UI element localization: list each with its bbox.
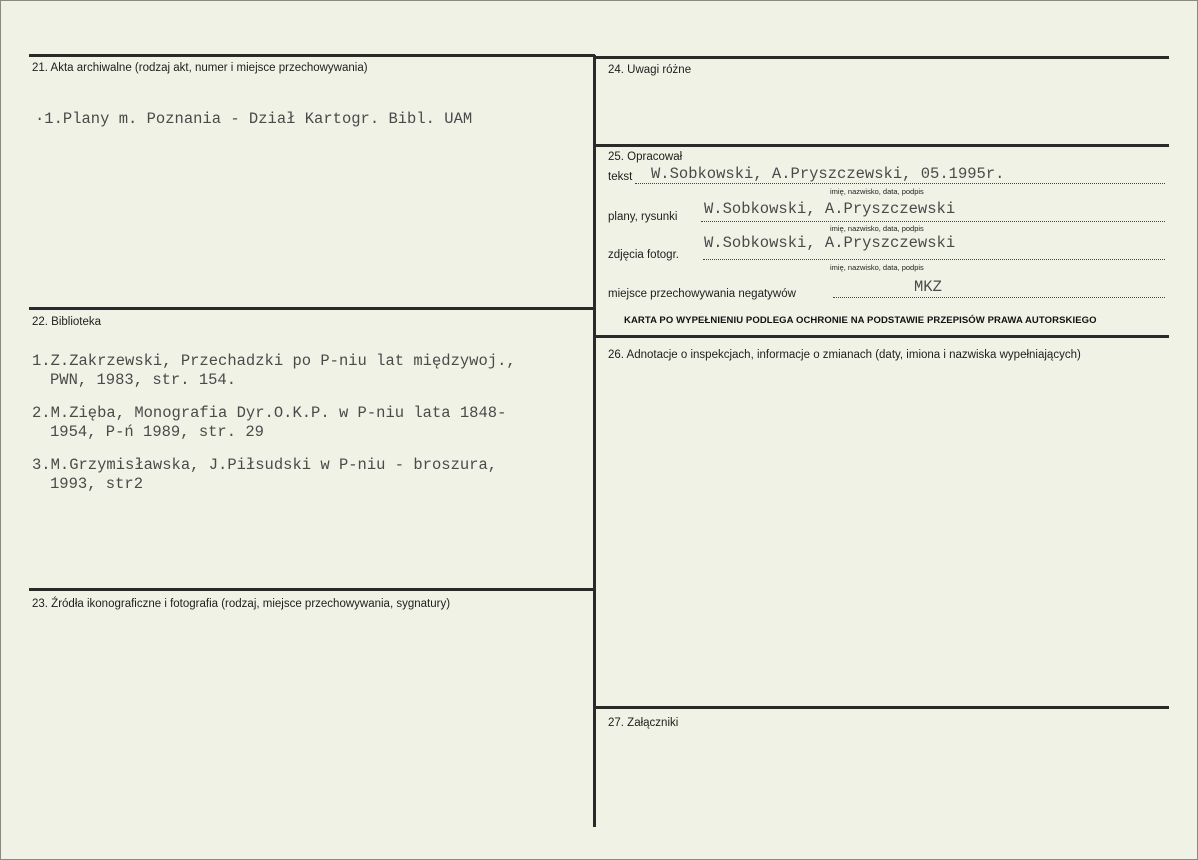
tekst-value: W.Sobkowski, A.Pryszczewski, 05.1995r. <box>651 165 1005 183</box>
section-26-title: 26. Adnotacje o inspekcjach, informacje o zmianach (daty, imiona i nazwiska wypełniających) <box>608 349 1081 361</box>
plany-line <box>701 221 1165 222</box>
section-25-title: 25. Opracował <box>608 151 683 163</box>
bibliography-entry-3-line1: 3.M.Grzymisławska, J.Piłsudski w P-niu - broszura, <box>32 456 498 474</box>
bibliography-entry-1-line2: PWN, 1983, str. 154. <box>50 371 237 389</box>
section-21-title: 21. Akta archiwalne (rodzaj akt, numer i miejsce przechowywania) <box>32 62 368 74</box>
negatywy-line <box>833 297 1165 298</box>
center-divider <box>593 55 596 827</box>
negatywy-label: miejsce przechowywania negatywów <box>608 288 796 300</box>
section-21-entry: ·1.Plany m. Poznania - Dział Kartogr. Bibl. UAM <box>35 110 473 128</box>
section-23-title: 23. Źródła ikonograficzne i fotografia (rodzaj, miejsce przechowywania, sygnatury) <box>32 598 451 610</box>
plany-caption: imię, nazwisko, data, podpis <box>830 224 924 233</box>
zdjecia-value: W.Sobkowski, A.Pryszczewski <box>704 234 956 252</box>
bibliography-entry-2-line1: 2.M.Zięba, Monografia Dyr.O.K.P. w P-niu lata 1848- <box>32 404 507 422</box>
plany-value: W.Sobkowski, A.Pryszczewski <box>704 200 956 218</box>
rule-22 <box>29 307 595 310</box>
tekst-caption: imię, nazwisko, data, podpis <box>830 187 924 196</box>
top-rule-right <box>595 56 1169 59</box>
plany-label: plany, rysunki <box>608 211 678 223</box>
zdjecia-label: zdjęcia fotogr. <box>608 249 679 261</box>
section-24-title: 24. Uwagi różne <box>608 64 692 76</box>
copyright-notice: KARTA PO WYPEŁNIENIU PODLEGA OCHRONIE NA PODSTAWIE PRZEPISÓW PRAWA AUTORSKIEGO <box>624 315 1097 326</box>
rule-26 <box>595 335 1169 338</box>
negatywy-value: MKZ <box>914 278 942 296</box>
zdjecia-line <box>703 259 1165 260</box>
bibliography-entry-2-line2: 1954, P-ń 1989, str. 29 <box>50 423 264 441</box>
rule-25 <box>595 144 1169 147</box>
section-27-title: 27. Załączniki <box>608 717 679 729</box>
tekst-label: tekst <box>608 171 633 183</box>
rule-27 <box>595 706 1169 709</box>
section-22-title: 22. Biblioteka <box>32 316 102 328</box>
bibliography-entry-1-line1: 1.Z.Zakrzewski, Przechadzki po P-niu lat międzywoj., <box>32 352 516 370</box>
zdjecia-caption: imię, nazwisko, data, podpis <box>830 263 924 272</box>
rule-23 <box>29 588 595 591</box>
top-rule-left <box>29 54 595 57</box>
bibliography-entry-3-line2: 1993, str2 <box>50 475 144 493</box>
